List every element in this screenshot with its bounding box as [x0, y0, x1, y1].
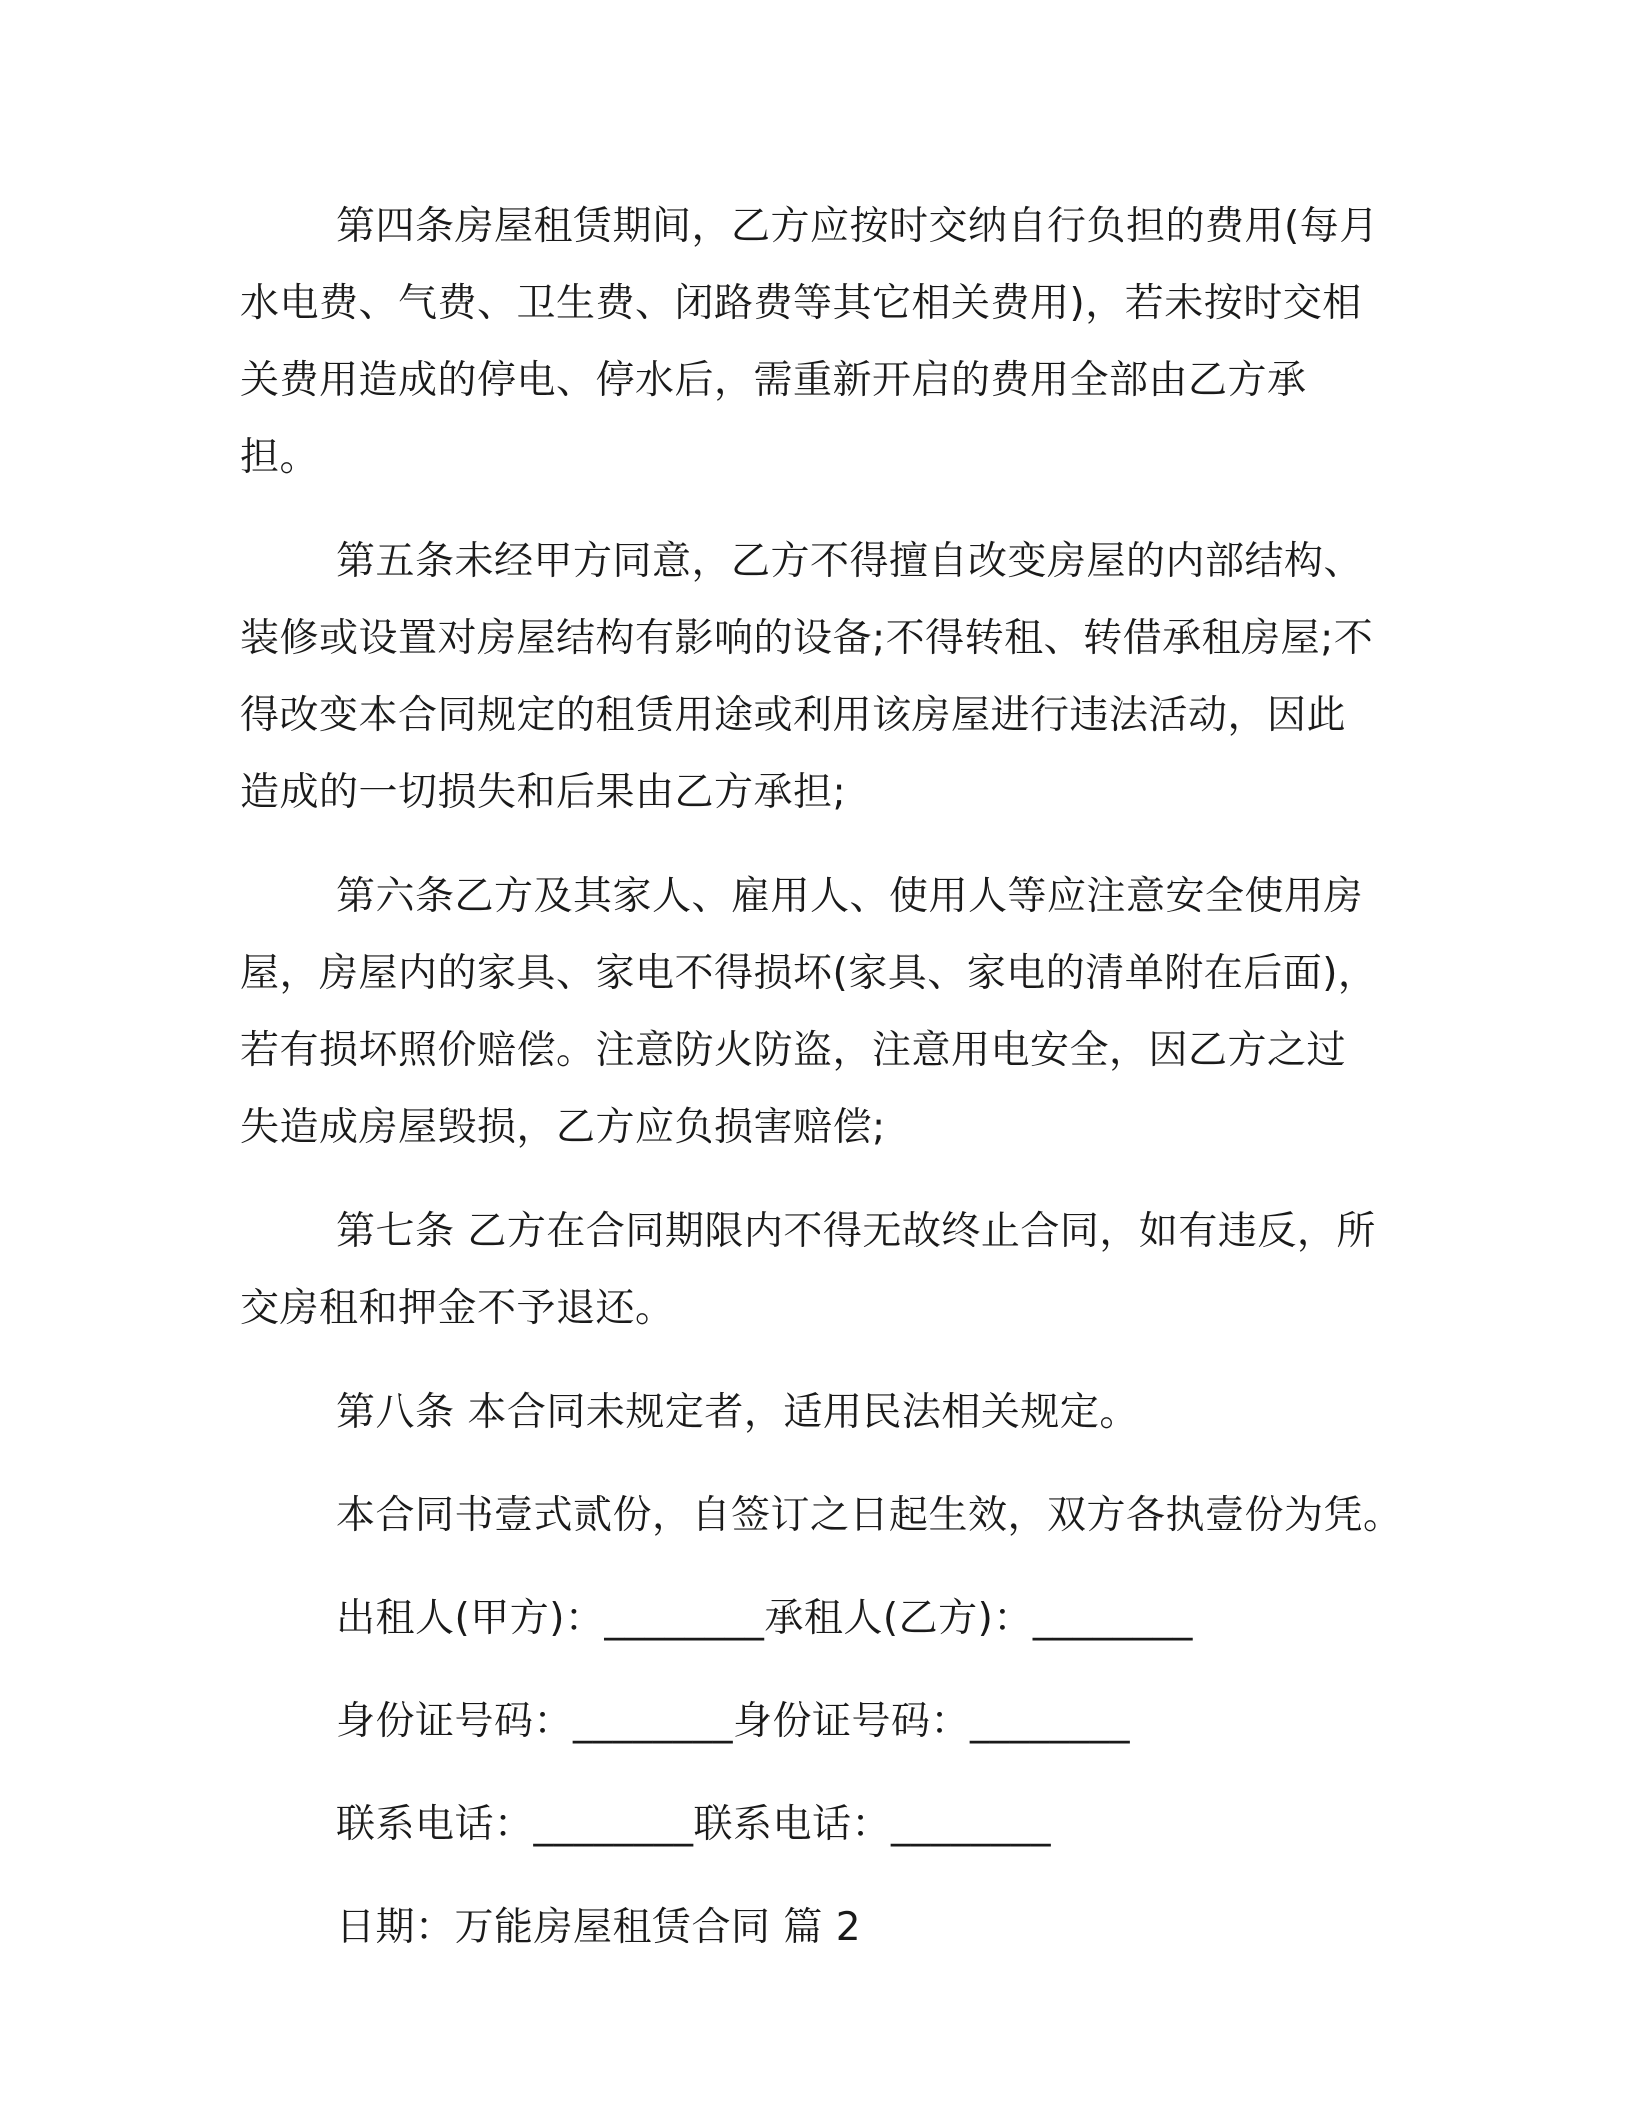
clause-7-paragraph: 第七条 乙方在合同期限内不得无故终止合同，如有违反，所交房租和押金不予退还。 — [240, 1209, 1376, 1331]
effect-line: 本合同书壹式贰份，自签订之日起生效，双方各执壹份为凭。 — [336, 1493, 1403, 1538]
document-page — [240, 188, 1403, 1992]
date-line: 日期：万能房屋租赁合同 篇 2 — [336, 1905, 862, 1950]
clause-6-paragraph: 第六条乙方及其家人、雇用人、使用人等应注意安全使用房屋，房屋内的家具、家电不得损坏(家具、家电的清单附在后面)，若有损坏照价赔偿。注意防火防盗，注意用电安全，因乙方之过失造成房屋毁损，乙方应负损害赔偿; — [240, 874, 1378, 1150]
parties-signature-line: 出租人(甲方)：________承租人(乙方)：________ — [336, 1596, 1193, 1641]
clause-5-paragraph: 第五条未经甲方同意，乙方不得擅自改变房屋的内部结构、装修或设置对房屋结构有影响的设备;不得转租、转借承租房屋;不得改变本合同规定的租赁用途或利用该房屋进行违法活动，因此造成的一切损失和后果由乙方承担; — [240, 539, 1374, 815]
clause-4-paragraph: 第四条房屋租赁期间，乙方应按时交纳自行负担的费用(每月水电费、气费、卫生费、闭路费等其它相关费用)，若未按时交相关费用造成的停电、停水后，需重新开启的费用全部由乙方承担。 — [240, 204, 1379, 480]
id-number-line: 身份证号码：________身份证号码：________ — [336, 1699, 1131, 1744]
clause-8-line: 第八条 本合同未规定者，适用民法相关规定。 — [336, 1390, 1139, 1435]
phone-line: 联系电话：________联系电话：________ — [336, 1802, 1052, 1847]
